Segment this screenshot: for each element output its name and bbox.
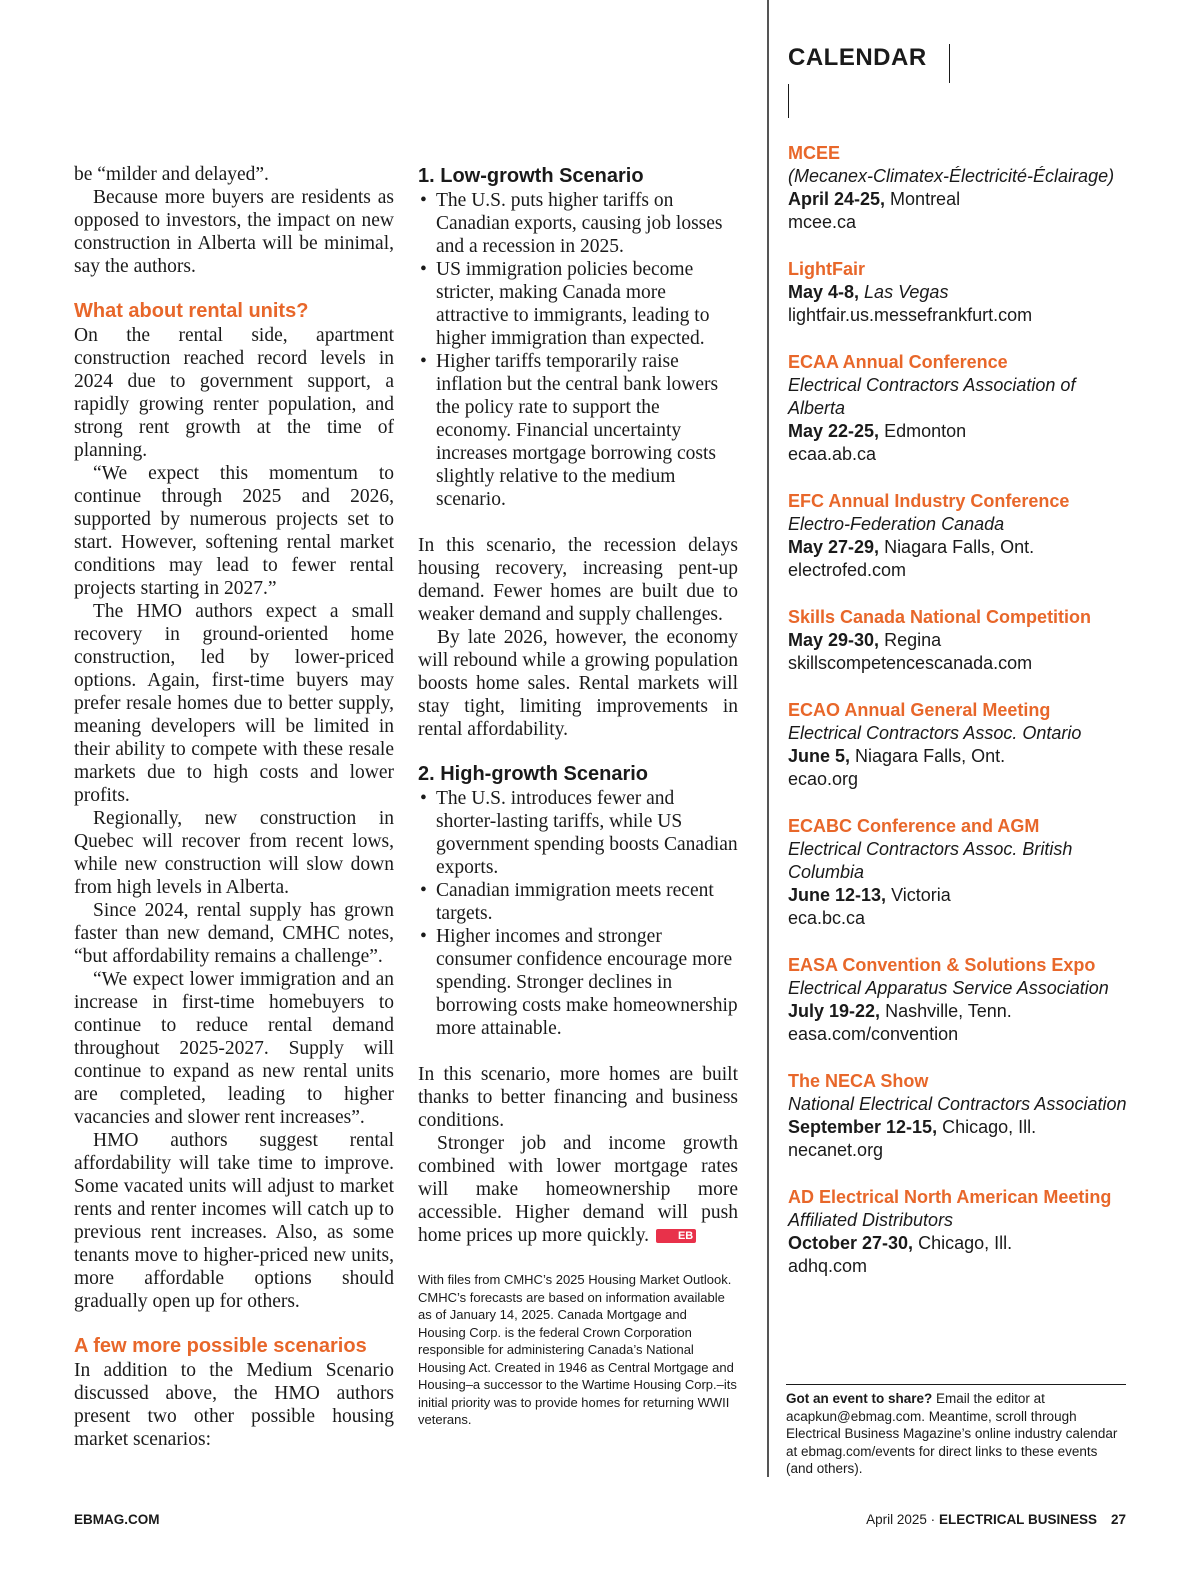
share-divider — [786, 1384, 1126, 1385]
event-date-location — [788, 1116, 1133, 1139]
paragraph: In addition to the Medium Scenario discussed above, the HMO authors present two other possible housing market scenarios: — [74, 1360, 394, 1450]
event-date: May 29-30, — [788, 630, 880, 650]
event-date: May 27-29, — [788, 537, 880, 557]
event-url[interactable]: easa.com/convention — [788, 1024, 959, 1044]
event-location: Las Vegas — [859, 282, 949, 302]
subheading-low-growth: 1. Low-growth Scenario — [418, 165, 644, 187]
high-growth-list — [418, 787, 738, 1040]
paragraph: The HMO authors expect a small recovery in ground-oriented home construction, led by lower-priced options. Again, first-time buyers may prefer resale homes due to better supply, meaning developers will be limited in their ability to compete with these resale markets due to high costs and lower profits. — [74, 601, 394, 806]
calendar-event — [788, 606, 1133, 675]
event-location: Edmonton — [879, 421, 967, 441]
low-growth-list — [418, 189, 738, 511]
event-location: Nashville, Tenn. — [880, 1001, 1012, 1021]
event-date: April 24-25, — [788, 189, 886, 209]
footer-folio — [866, 1512, 1126, 1527]
calendar-title-rule — [949, 44, 950, 83]
footer-site[interactable]: EBMAG.COM — [74, 1512, 160, 1527]
event-url[interactable]: electrofed.com — [788, 560, 907, 580]
event-date-location — [788, 188, 1133, 211]
event-organizer: National Electrical Contractors Association — [788, 1094, 1127, 1114]
list-item: • Canadian immigration meets recent targets. — [418, 879, 738, 925]
event-date-location — [788, 1232, 1133, 1255]
event-name[interactable]: Skills Canada National Competition — [788, 607, 1092, 627]
paragraph: In this scenario, more homes are built thanks to better financing and business conditions. — [418, 1064, 738, 1131]
event-url[interactable]: necanet.org — [788, 1140, 884, 1160]
event-organizer: Affiliated Distributors — [788, 1210, 954, 1230]
calendar-title-rule — [788, 84, 789, 118]
event-organizer: Electro-Federation Canada — [788, 514, 1005, 534]
calendar-event — [788, 815, 1133, 930]
subheading-high-growth: 2. High-growth Scenario — [418, 763, 649, 785]
event-date-location — [788, 629, 1133, 652]
paragraph: In this scenario, the recession delays housing recovery, increasing pent-up demand. Fewer homes are built due to weaker demand and supply challenges. — [418, 535, 738, 625]
event-url[interactable]: adhq.com — [788, 1256, 868, 1276]
list-item: • The U.S. puts higher tariffs on Canadian exports, causing job losses and a recession in 2025. — [418, 189, 738, 258]
calendar-event — [788, 258, 1133, 327]
paragraph: On the rental side, apartment construction reached record levels in 2024 due to government support, a rapidly growing renter population, and strong rent growth at the time of planning. — [74, 325, 394, 461]
calendar-event — [788, 351, 1133, 466]
event-location: Victoria — [886, 885, 951, 905]
event-date: June 5, — [788, 746, 851, 766]
event-location: Chicago, Ill. — [913, 1233, 1013, 1253]
list-item: • Higher incomes and stronger consumer confidence encourage more spending. Stronger declines in borrowing costs make homeownership more attainable. — [418, 925, 738, 1040]
page-number: 27 — [1110, 1512, 1126, 1527]
event-url[interactable]: mcee.ca — [788, 212, 857, 232]
event-name[interactable]: ECAA Annual Conference — [788, 352, 1008, 372]
paragraph: By late 2026, however, the economy will rebound while a growing population boosts home sales. Rental markets will stay tight, limiting improvements in rental affordability. — [418, 627, 738, 740]
paragraph-text: Stronger job and income growth combined with lower mortgage rates will make homeownership more accessible. Higher demand will push home prices up more quickly. — [418, 1133, 738, 1246]
eb-end-mark: EB — [656, 1229, 696, 1243]
calendar-title: CALENDAR — [788, 44, 927, 71]
paragraph: Since 2024, rental supply has grown faster than new demand, CMHC notes, “but affordability remains a challenge”. — [74, 900, 394, 967]
event-date-location — [788, 884, 1133, 907]
event-date: July 19-22, — [788, 1001, 881, 1021]
calendar-event — [788, 142, 1133, 234]
footer-issue: April 2025 · — [866, 1512, 939, 1527]
event-organizer: Electrical Contractors Association of Alberta — [788, 375, 1076, 418]
paragraph-end — [418, 1132, 738, 1247]
event-url[interactable]: lightfair.us.messefrankfurt.com — [788, 305, 1033, 325]
event-date-location — [788, 745, 1133, 768]
article-column-2 — [418, 163, 738, 1429]
calendar-event — [788, 1070, 1133, 1162]
event-date-location — [788, 536, 1133, 559]
event-organizer: Electrical Contractors Assoc. British Columbia — [788, 839, 1073, 882]
event-date: September 12-15, — [788, 1117, 938, 1137]
paragraph: “We expect lower immigration and an increase in first-time homebuyers to continue to reduce rental demand throughout 2025-2027. Supply will continue to expand as new rental units are completed, leading to higher vacancies and slower rent increases”. — [74, 969, 394, 1128]
event-name[interactable]: ECAO Annual General Meeting — [788, 700, 1051, 720]
event-organizer: Electrical Apparatus Service Association — [788, 978, 1109, 998]
event-location: Regina — [879, 630, 942, 650]
calendar-event — [788, 954, 1133, 1046]
list-item: • Higher tariffs temporarily raise inflation but the central bank lowers the policy rate to support the economy. Financial uncertainty increases mortgage borrowing costs slightly relative to the medium scenario. — [418, 350, 738, 511]
column-divider — [767, 0, 769, 1477]
paragraph: be “milder and delayed”. — [74, 164, 269, 185]
event-date: May 22-25, — [788, 421, 880, 441]
source-note: With files from CMHC’s 2025 Housing Market Outlook. CMHC’s forecasts are based on information available as of January 14, 2025. Canada Mortgage and Housing Corp. is the federal Crown Corporation responsible for administering Canada’s National Housing Act. Created in 1946 as Central Mortgage and Housing–a successor to the Wartime Housing Corp.–its initial priority was to provide homes for returning WWII veterans. — [418, 1272, 737, 1427]
event-name[interactable]: ECABC Conference and AGM — [788, 816, 1040, 836]
event-date-location — [788, 420, 1133, 443]
event-location: Niagara Falls, Ont. — [850, 746, 1006, 766]
calendar-event — [788, 490, 1133, 582]
share-lead: Got an event to share? — [786, 1391, 933, 1406]
subheading-rental: What about rental units? — [74, 300, 309, 322]
event-name[interactable]: The NECA Show — [788, 1071, 929, 1091]
event-location: Chicago, Ill. — [937, 1117, 1037, 1137]
event-url[interactable]: ecaa.ab.ca — [788, 444, 877, 464]
event-location: Montreal — [885, 189, 961, 209]
article-column-1 — [74, 163, 394, 1451]
footer-magazine: ELECTRICAL BUSINESS — [938, 1512, 1097, 1527]
event-location: Niagara Falls, Ont. — [879, 537, 1035, 557]
event-url[interactable]: ecao.org — [788, 769, 859, 789]
list-item: • US immigration policies become stricter, making Canada more attractive to immigrants, leading to higher immigration than expected. — [418, 258, 738, 350]
event-date-location — [788, 281, 1133, 304]
paragraph: Regionally, new construction in Quebec will recover from recent lows, while new construction will slow down from high levels in Alberta. — [74, 808, 394, 898]
event-organizer: Electrical Contractors Assoc. Ontario — [788, 723, 1082, 743]
event-date: June 12-13, — [788, 885, 887, 905]
event-organizer: (Mecanex-Climatex-Électricité-Éclairage) — [788, 166, 1115, 186]
calendar-event — [788, 1186, 1133, 1278]
list-item: • The U.S. introduces fewer and shorter-lasting tariffs, while US government spending boosts Canadian exports. — [418, 787, 738, 879]
event-name[interactable]: EFC Annual Industry Conference — [788, 491, 1070, 511]
event-name[interactable]: LightFair — [788, 259, 865, 279]
calendar-event — [788, 699, 1133, 791]
event-date: May 4-8, — [788, 282, 860, 302]
paragraph: Because more buyers are residents as opposed to investors, the impact on new construction in Alberta will be minimal, say the authors. — [74, 187, 394, 277]
event-url[interactable]: eca.bc.ca — [788, 908, 866, 928]
paragraph: HMO authors suggest rental affordability will take time to improve. Some vacated units will adjust to market rents and renter incomes will catch up to previous rent increases. Also, as some tenants move to higher-priced new units, more affordable options should gradually open up for others. — [74, 1130, 394, 1312]
paragraph: “We expect this momentum to continue through 2025 and 2026, supported by numerous projects set to start. However, softening rental market conditions may lead to fewer rental projects starting in 2027.” — [74, 463, 394, 599]
event-name[interactable]: EASA Convention & Solutions Expo — [788, 955, 1096, 975]
share-text: Email the editor at acapkun@ebmag.com. Meantime, scroll through Electrical Business Magazine’s online industry calendar at ebmag.com/events for direct links to these events (and others). — [786, 1391, 1118, 1476]
share-event-note — [786, 1390, 1126, 1478]
event-date: October 27-30, — [788, 1233, 914, 1253]
event-date-location — [788, 1000, 1133, 1023]
event-url[interactable]: skillscompetencescanada.com — [788, 653, 1033, 673]
event-name[interactable]: AD Electrical North American Meeting — [788, 1187, 1112, 1207]
event-name[interactable]: MCEE — [788, 143, 841, 163]
calendar-events — [788, 142, 1133, 1302]
subheading-scenarios: A few more possible scenarios — [74, 1335, 367, 1357]
